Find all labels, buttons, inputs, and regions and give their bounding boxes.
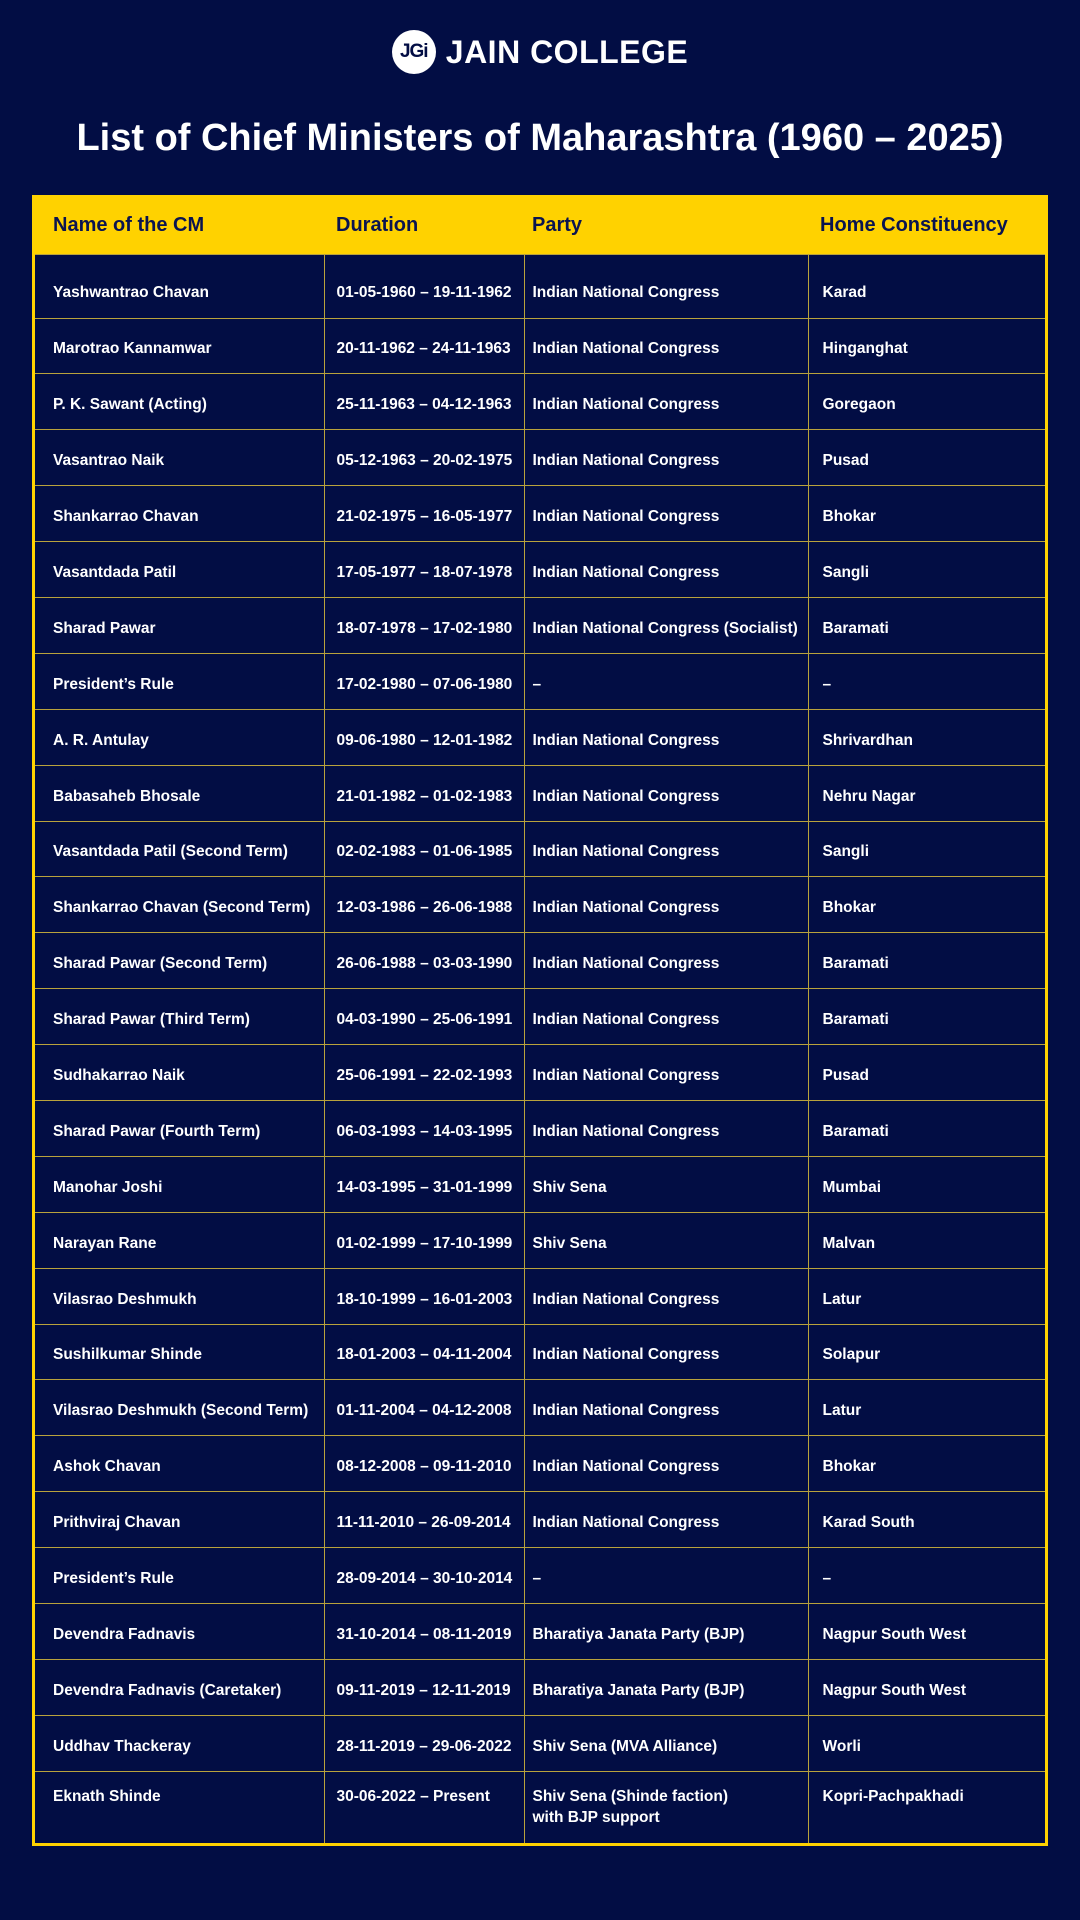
college-name: JAIN COLLEGE (445, 33, 689, 70)
table-row (35, 1492, 1045, 1548)
cell-party: Indian National Congress (524, 542, 808, 598)
cell-name: Sharad Pawar (35, 597, 324, 653)
cell-name: Ashok Chavan (35, 1436, 324, 1492)
table-row (35, 1212, 1045, 1268)
cell-duration: 01-02-1999 – 17-10-1999 (324, 1212, 524, 1268)
cell-duration: 14-03-1995 – 31-01-1999 (324, 1156, 524, 1212)
college-logo-icon: JGi (392, 30, 436, 74)
table-row (35, 1156, 1045, 1212)
cell-constituency: Pusad (808, 1045, 1045, 1101)
header-row (35, 198, 1045, 254)
cell-duration: 17-05-1977 – 18-07-1978 (324, 542, 524, 598)
cm-table-container (32, 195, 1048, 1846)
cell-duration: 31-10-2014 – 08-11-2019 (324, 1603, 524, 1659)
cell-party: Indian National Congress (524, 1380, 808, 1436)
cell-name: Narayan Rane (35, 1212, 324, 1268)
cell-party: Indian National Congress (524, 318, 808, 374)
cell-constituency: Mumbai (808, 1156, 1045, 1212)
cell-duration: 17-02-1980 – 07-06-1980 (324, 653, 524, 709)
cell-constituency: Bhokar (808, 877, 1045, 933)
cell-name: Devendra Fadnavis (Caretaker) (35, 1659, 324, 1715)
cell-constituency: Nagpur South West (808, 1659, 1045, 1715)
cell-constituency: Goregaon (808, 374, 1045, 430)
cell-party: Indian National Congress (524, 989, 808, 1045)
cell-duration: 06-03-1993 – 14-03-1995 (324, 1100, 524, 1156)
cell-constituency: Latur (808, 1380, 1045, 1436)
table-row (35, 597, 1045, 653)
header-party: Party (524, 198, 808, 254)
table-row (35, 430, 1045, 486)
cell-constituency: Nagpur South West (808, 1603, 1045, 1659)
cell-constituency: Bhokar (808, 486, 1045, 542)
cell-duration: 25-06-1991 – 22-02-1993 (324, 1045, 524, 1101)
cell-duration: 26-06-1988 – 03-03-1990 (324, 933, 524, 989)
cell-name: Prithviraj Chavan (35, 1492, 324, 1548)
cell-party: Shiv Sena (MVA Alliance) (524, 1715, 808, 1771)
cell-name: Sudhakarrao Naik (35, 1045, 324, 1101)
cell-party: Indian National Congress (524, 1436, 808, 1492)
cell-duration: 12-03-1986 – 26-06-1988 (324, 877, 524, 933)
table-row (35, 709, 1045, 765)
cell-name: Vasantrao Naik (35, 430, 324, 486)
cell-party: Indian National Congress (524, 486, 808, 542)
cell-constituency: Nehru Nagar (808, 765, 1045, 821)
cell-constituency: Malvan (808, 1212, 1045, 1268)
cell-party: Indian National Congress (524, 821, 808, 877)
header-duration: Duration (324, 198, 524, 254)
cell-party: Indian National Congress (524, 709, 808, 765)
cell-party: Indian National Congress (524, 1492, 808, 1548)
cell-constituency: Baramati (808, 597, 1045, 653)
cell-duration: 21-01-1982 – 01-02-1983 (324, 765, 524, 821)
cell-party: Indian National Congress (524, 1268, 808, 1324)
cell-constituency: Solapur (808, 1324, 1045, 1380)
table-body (35, 254, 1045, 1843)
table-header (35, 198, 1045, 254)
brand-header (0, 30, 1080, 74)
cell-duration: 11-11-2010 – 26-09-2014 (324, 1492, 524, 1548)
table-row (35, 1100, 1045, 1156)
table-row (35, 1268, 1045, 1324)
cell-constituency: Baramati (808, 989, 1045, 1045)
cell-party: Indian National Congress (524, 933, 808, 989)
cell-party: Indian National Congress (524, 877, 808, 933)
cell-party: Indian National Congress (524, 765, 808, 821)
cell-party: Shiv Sena (524, 1156, 808, 1212)
cell-name: Vasantdada Patil (35, 542, 324, 598)
cell-duration: 05-12-1963 – 20-02-1975 (324, 430, 524, 486)
cell-name: Uddhav Thackeray (35, 1715, 324, 1771)
cell-name: President’s Rule (35, 1548, 324, 1604)
cell-party: Bharatiya Janata Party (BJP) (524, 1603, 808, 1659)
cell-name: Shankarrao Chavan (Second Term) (35, 877, 324, 933)
cell-constituency: Baramati (808, 1100, 1045, 1156)
cell-constituency: Sangli (808, 821, 1045, 877)
cell-constituency: Karad South (808, 1492, 1045, 1548)
cell-name: Sharad Pawar (Third Term) (35, 989, 324, 1045)
cell-name: Vilasrao Deshmukh (35, 1268, 324, 1324)
cell-name: Sharad Pawar (Second Term) (35, 933, 324, 989)
header-constituency: Home Constituency (808, 198, 1045, 254)
cell-duration: 30-06-2022 – Present (324, 1771, 524, 1843)
table-row (35, 542, 1045, 598)
table-row (35, 1603, 1045, 1659)
cell-name: Sharad Pawar (Fourth Term) (35, 1100, 324, 1156)
cell-party: Indian National Congress (524, 374, 808, 430)
cell-party: Indian National Congress (524, 1045, 808, 1101)
cell-constituency: – (808, 1548, 1045, 1604)
header-name: Name of the CM (35, 198, 324, 254)
cell-constituency: Hinganghat (808, 318, 1045, 374)
cell-name: P. K. Sawant (Acting) (35, 374, 324, 430)
cell-constituency: Karad (808, 254, 1045, 318)
cell-duration: 02-02-1983 – 01-06-1985 (324, 821, 524, 877)
cell-duration: 20-11-1962 – 24-11-1963 (324, 318, 524, 374)
cell-party: Shiv Sena (Shinde faction) with BJP support (524, 1771, 808, 1843)
cell-party: Indian National Congress (524, 254, 808, 318)
cell-duration: 28-11-2019 – 29-06-2022 (324, 1715, 524, 1771)
cell-constituency: Pusad (808, 430, 1045, 486)
table-row (35, 1715, 1045, 1771)
cm-table (35, 198, 1045, 1843)
cell-name: Babasaheb Bhosale (35, 765, 324, 821)
cell-constituency: Sangli (808, 542, 1045, 598)
cell-party: – (524, 1548, 808, 1604)
table-row (35, 933, 1045, 989)
table-row (35, 989, 1045, 1045)
table-row (35, 653, 1045, 709)
cell-name: Manohar Joshi (35, 1156, 324, 1212)
table-row (35, 254, 1045, 318)
cell-duration: 25-11-1963 – 04-12-1963 (324, 374, 524, 430)
cell-duration: 21-02-1975 – 16-05-1977 (324, 486, 524, 542)
cell-party: Indian National Congress (524, 430, 808, 486)
cell-name: Marotrao Kannamwar (35, 318, 324, 374)
cell-party: – (524, 653, 808, 709)
table-row (35, 877, 1045, 933)
cell-duration: 04-03-1990 – 25-06-1991 (324, 989, 524, 1045)
cell-constituency: Latur (808, 1268, 1045, 1324)
cell-party: Shiv Sena (524, 1212, 808, 1268)
cell-duration: 18-07-1978 – 17-02-1980 (324, 597, 524, 653)
cell-duration: 09-06-1980 – 12-01-1982 (324, 709, 524, 765)
cell-party: Indian National Congress (Socialist) (524, 597, 808, 653)
table-row (35, 1659, 1045, 1715)
table-row (35, 1436, 1045, 1492)
cell-duration: 01-05-1960 – 19-11-1962 (324, 254, 524, 318)
cell-party: Indian National Congress (524, 1324, 808, 1380)
cell-constituency: Worli (808, 1715, 1045, 1771)
cell-name: Sushilkumar Shinde (35, 1324, 324, 1380)
cell-constituency: Shrivardhan (808, 709, 1045, 765)
table-row (35, 318, 1045, 374)
cell-constituency: Kopri-Pachpakhadi (808, 1771, 1045, 1843)
cell-name: Shankarrao Chavan (35, 486, 324, 542)
table-row (35, 486, 1045, 542)
cell-name: Yashwantrao Chavan (35, 254, 324, 318)
table-row (35, 374, 1045, 430)
table-row (35, 1548, 1045, 1604)
cell-duration: 01-11-2004 – 04-12-2008 (324, 1380, 524, 1436)
table-row (35, 1324, 1045, 1380)
cell-party: Indian National Congress (524, 1100, 808, 1156)
cell-name: A. R. Antulay (35, 709, 324, 765)
cell-party: Bharatiya Janata Party (BJP) (524, 1659, 808, 1715)
cell-name: Vilasrao Deshmukh (Second Term) (35, 1380, 324, 1436)
cell-name: Vasantdada Patil (Second Term) (35, 821, 324, 877)
cell-constituency: – (808, 653, 1045, 709)
table-row (35, 1045, 1045, 1101)
table-row (35, 821, 1045, 877)
cell-duration: 28-09-2014 – 30-10-2014 (324, 1548, 524, 1604)
cell-name: Eknath Shinde (35, 1771, 324, 1843)
table-row (35, 1771, 1045, 1843)
table-row (35, 765, 1045, 821)
cell-name: Devendra Fadnavis (35, 1603, 324, 1659)
cell-constituency: Bhokar (808, 1436, 1045, 1492)
cell-name: President’s Rule (35, 653, 324, 709)
page-title: List of Chief Ministers of Maharashtra (1960 – 2025) (76, 117, 1004, 159)
cell-constituency: Baramati (808, 933, 1045, 989)
cell-duration: 08-12-2008 – 09-11-2010 (324, 1436, 524, 1492)
cell-duration: 18-10-1999 – 16-01-2003 (324, 1268, 524, 1324)
cell-duration: 18-01-2003 – 04-11-2004 (324, 1324, 524, 1380)
cell-duration: 09-11-2019 – 12-11-2019 (324, 1659, 524, 1715)
table-row (35, 1380, 1045, 1436)
